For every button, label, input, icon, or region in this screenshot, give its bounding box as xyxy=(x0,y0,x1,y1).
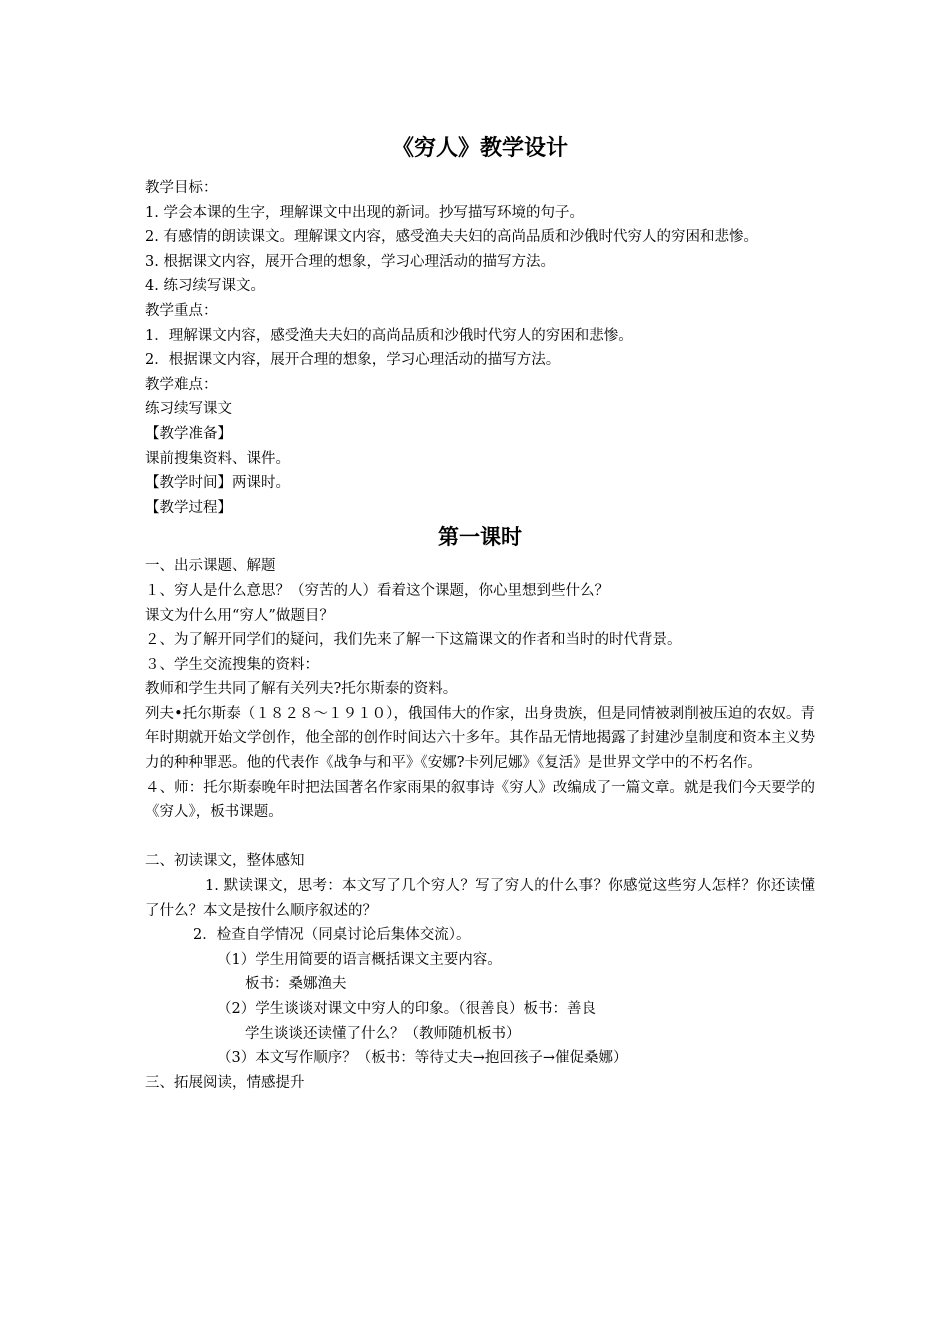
paragraph: １、穷人是什么意思？（穷苦的人）看着这个课题，你心里想到些什么？ xyxy=(145,582,609,599)
paragraph: （1）学生用简要的语言概括课文主要内容。 xyxy=(217,951,502,968)
section-heading-difficulties: 教学难点： xyxy=(145,376,218,393)
paragraph: （2）学生谈谈对课文中穷人的印象。（很善良）板书：善良 xyxy=(217,1001,596,1017)
paragraph: 1. 默读课文，思考：本文写了几个穷人？写了穷人的什么事？你感觉这些穷人怎样？你还读懂了什么？本文是按什么顺序叙述的？ xyxy=(145,878,815,919)
objective-item: 4. 练习续写课文。 xyxy=(145,278,265,295)
difficulty-item: 练习续写课文 xyxy=(145,401,232,418)
section-heading-key-points: 教学重点： xyxy=(145,302,218,319)
author-bio-paragraph: 列夫•托尔斯泰（１８２８～１９１０），俄国伟大的作家，出身贵族，但是同情被剥削被压迫的农奴。青年时期就开始文学创作，他全部的创作时间达六十多年。其作品无情地揭露了封建沙皇制度和资本主义势力的种种罪恶。他的代表作《战争与和平》《安娜?卡列尼娜》《复活》是世界文学中的不朽名作。 xyxy=(145,705,815,772)
objective-item: 2. 有感情的朗读课文。理解课文内容，感受渔夫夫妇的高尚品质和沙俄时代穷人的穷困和悲惨。 xyxy=(145,229,758,246)
section-heading-process: 【教学过程】 xyxy=(145,499,232,516)
paragraph: 2．检查自学情况（同桌讨论后集体交流）。 xyxy=(193,927,471,944)
paragraph: （3）本文写作顺序？（板书：等待丈夫→抱回孩子→催促桑娜） xyxy=(217,1050,628,1067)
paragraph: 学生谈谈还读懂了什么？（教师随机板书） xyxy=(245,1025,521,1042)
key-point-item: 1．理解课文内容，感受渔夫夫妇的高尚品质和沙俄时代穷人的穷困和悲惨。 xyxy=(145,327,633,344)
step-heading: 三、拓展阅读，情感提升 xyxy=(145,1074,305,1091)
paragraph: ４、师：托尔斯泰晚年时把法国著名作家雨果的叙事诗《穷人》改编成了一篇文章。就是我们今天要学的《穷人》，板书课题。 xyxy=(145,779,815,821)
objective-item: 1. 学会本课的生字，理解课文中出现的新词。抄写描写环境的句子。 xyxy=(145,204,584,221)
paragraph: 课文为什么用“穷人”做题目？ xyxy=(145,607,334,624)
teaching-time: 【教学时间】两课时。 xyxy=(145,475,290,492)
blank-line xyxy=(145,825,815,850)
section-heading-objectives: 教学目标： xyxy=(145,180,218,196)
objective-item: 3. 根据课文内容，展开合理的想象，学习心理活动的描写方法。 xyxy=(145,253,555,270)
paragraph: ３、学生交流搜集的资料： xyxy=(145,656,319,673)
paragraph: 教师和学生共同了解有关列夫?托尔斯泰的资料。 xyxy=(145,681,458,698)
preparation-text: 课前搜集资料、课件。 xyxy=(145,450,290,467)
paragraph: ２、为了解开同学们的疑问，我们先来了解一下这篇课文的作者和当时的时代背景。 xyxy=(145,632,682,649)
lesson-heading: 第一课时 xyxy=(438,524,522,550)
document-title: 《穷人》教学设计 xyxy=(391,136,568,161)
board-note: 板书：桑娜渔夫 xyxy=(245,976,347,993)
section-heading-preparation: 【教学准备】 xyxy=(145,425,232,442)
step-heading: 一、出示课题、解题 xyxy=(145,558,276,575)
document-content xyxy=(145,132,815,1095)
step-heading: 二、初读课文，整体感知 xyxy=(145,853,305,870)
key-point-item: 2．根据课文内容，展开合理的想象，学习心理活动的描写方法。 xyxy=(145,352,561,369)
